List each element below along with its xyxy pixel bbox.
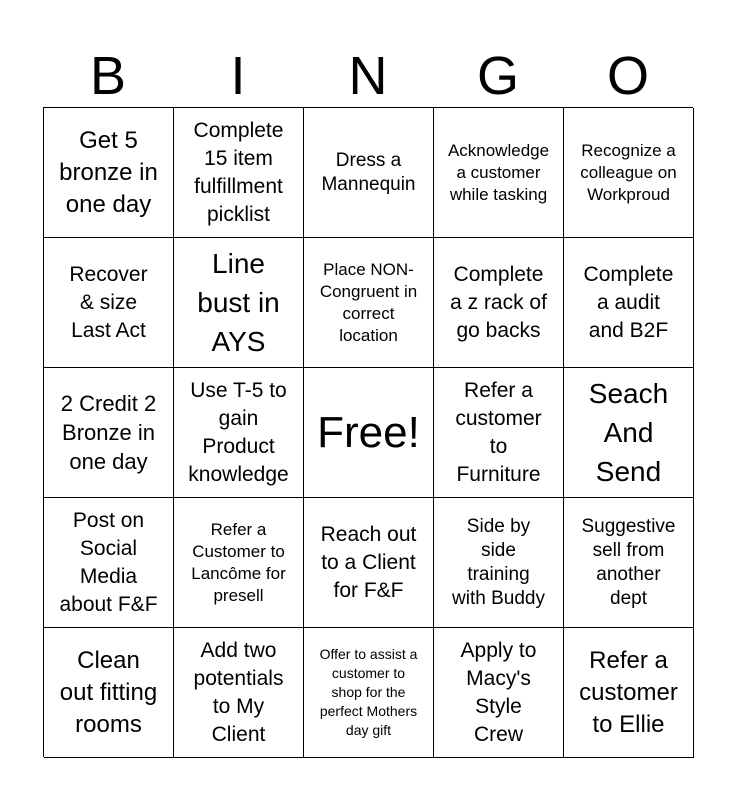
bingo-cell[interactable] <box>434 368 564 498</box>
bingo-cell[interactable] <box>434 628 564 758</box>
bingo-cell[interactable] <box>44 108 174 238</box>
bingo-cell[interactable] <box>564 108 694 238</box>
cell-text: Refer a customer to Ellie <box>579 646 678 738</box>
header-letter-n: N <box>348 46 388 106</box>
cell-text: Recover & size Last Act <box>69 262 148 342</box>
bingo-cell[interactable] <box>304 238 434 368</box>
bingo-cell[interactable] <box>44 368 174 498</box>
cell-text: Reach out to a Client for F&F <box>320 522 417 602</box>
bingo-cell[interactable] <box>174 108 304 238</box>
bingo-cell[interactable] <box>174 238 304 368</box>
header-letter-i: I <box>230 46 246 106</box>
free-cell-text: Free! <box>317 407 420 457</box>
cell-text: Seach And Send <box>588 378 669 487</box>
cell-text: Acknowledge a customer while tasking <box>447 140 550 204</box>
cell-text: Get 5 bronze in one day <box>59 126 158 218</box>
bingo-cell[interactable] <box>304 628 434 758</box>
cell-text: Add two potentials to My Client <box>193 638 284 746</box>
cell-text: Place NON- Congruent in correct location <box>319 259 418 345</box>
bingo-cell[interactable] <box>564 368 694 498</box>
bingo-cell[interactable] <box>44 628 174 758</box>
cell-text: Side by side training with Buddy <box>452 515 545 609</box>
bingo-cell[interactable] <box>44 498 174 628</box>
bingo-cell[interactable] <box>44 238 174 368</box>
bingo-cell[interactable] <box>434 108 564 238</box>
bingo-cell[interactable] <box>564 628 694 758</box>
bingo-board <box>43 107 693 757</box>
bingo-header <box>43 40 693 108</box>
bingo-cell[interactable] <box>564 498 694 628</box>
cell-text: Suggestive sell from another dept <box>581 515 676 609</box>
bingo-cell[interactable] <box>434 498 564 628</box>
cell-text: Apply to Macy's Style Crew <box>460 638 537 746</box>
cell-text: Dress a Mannequin <box>321 149 416 195</box>
cell-text: Line bust in AYS <box>197 248 280 357</box>
bingo-cell[interactable] <box>174 628 304 758</box>
cell-text: Refer a Customer to Lancôme for presell <box>191 519 286 605</box>
header-letter-g: G <box>476 46 519 106</box>
cell-text: Use T-5 to gain Product knowledge <box>188 378 289 486</box>
header-letter-b: B <box>89 46 127 106</box>
cell-text: Complete a z rack of go backs <box>450 262 547 342</box>
cell-text: Recognize a colleague on Workproud <box>580 140 677 204</box>
bingo-cell[interactable] <box>174 368 304 498</box>
bingo-cell[interactable] <box>304 108 434 238</box>
bingo-cell[interactable] <box>304 498 434 628</box>
cell-text: Complete 15 item fulfillment picklist <box>193 118 284 226</box>
header-letter-o: O <box>606 46 649 106</box>
cell-text: 2 Credit 2 Bronze in one day <box>60 391 157 474</box>
bingo-cell[interactable] <box>564 238 694 368</box>
free-cell[interactable] <box>304 368 434 498</box>
cell-text: Refer a customer to Furniture <box>455 378 542 486</box>
cell-text: Post on Social Media about F&F <box>59 508 158 616</box>
bingo-cell[interactable] <box>434 238 564 368</box>
cell-text: Clean out fitting rooms <box>59 646 158 738</box>
cell-text: Offer to assist a customer to shop for the perfect Mothers day gift <box>319 646 418 738</box>
bingo-cell[interactable] <box>174 498 304 628</box>
cell-text: Complete a audit and B2F <box>583 262 674 342</box>
